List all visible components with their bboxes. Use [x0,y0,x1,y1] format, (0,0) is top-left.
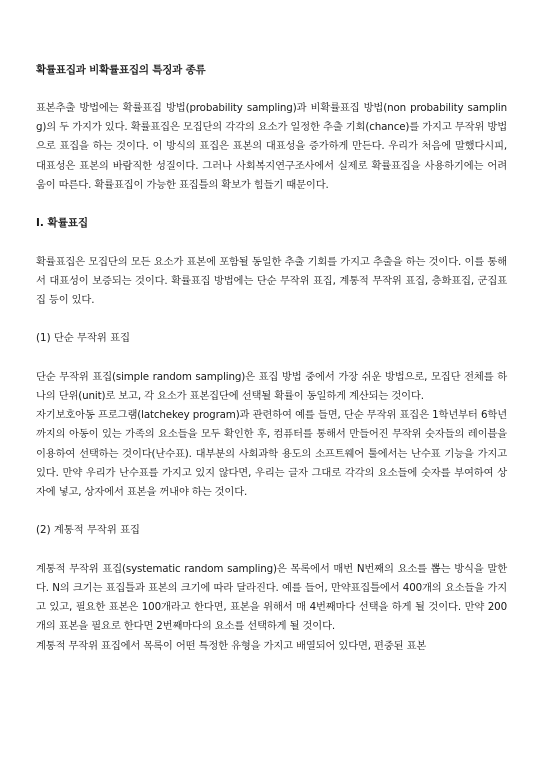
spacer [36,502,507,521]
section-heading-probability-sampling: I. 확률표집 [36,217,89,230]
section1-paragraph: 확률표집은 모집단의 모든 요소가 표본에 포함될 동일한 추출 기회를 가지고 추출을 하는 것이다. 이를 통해서 대표성이 보증되는 것이다. 확률표집 방법에는 단순 무작위 표집, 계통적 무작위 표집, 층화표집, 군집표집 등이 있다. [36,255,507,306]
intro-paragraph: 표본추출 방법에는 확률표집 방법(probability sampling)과 비확률표집 방법(non probability sampling)의 두 가지가 있다. 확률표집은 모집단의 각각의 요소가 일정한 추출 기회(chance)를 가지고 무작위 방법으로 표집을 하는 것이다. 이 방식의 표집은 표본의 대표성을 증가하게 만든다. 우리가 처음에 말했다시피, 대표성은 표본의 바람직한 성질이다. 그러나 사회복지연구조사에서 실제로 확률표집을 사용하기에는 어려움이 따른다. 확률표집이 가능한 표집틀의 확보가 힘들기 때문이다. [36,102,507,191]
systematic-paragraph-2: 계통적 무작위 표집에서 목록이 어떤 특정한 유형을 가지고 배열되어 있다면, 편중된 표본 [36,639,427,652]
systematic-paragraph-1: 계통적 무작위 표집(systematic random sampling)은 목록에서 매번 N번째의 요소를 뽑는 방식을 말한다. N의 크기는 표집틀과 표본의 크기에 따라 달라진다. 예를 들어, 만약표집틀에서 400개의 요소들을 가지고 있고, 필요한 표본은 100개라고 한다면, 표본을 위해서 매 4번째마다 선택을 하게 될 것이다. 만약 200개의 표본을 필요로 한다면 2번째마다의 요소를 선택하게 될 것이다. [36,562,507,633]
spacer [36,349,507,368]
simple-random-paragraph-2: 자기보호아동 프로그램(latchekey program)과 관련하여 예를 들면, 단순 무작위 표집은 1학년부터 6학년까지의 아동이 있는 가족의 요소들을 모두 확인한 후, 컴퓨터를 통해서 만들어진 무작위 숫자들의 레이블을 이용하여 선택하는 것이다(난수표). 대부분의 사회과학 용도의 소프트웨어 툴에서는 난수표 기능을 가지고 있다. 만약 우리가 난수표를 가지고 있지 않다면, 우리는 글자 그대로 각각의 요소들에 숫자를 부여하여 상자에 넣고, 상자에서 표본을 꺼내야 하는 것이다. [36,409,507,498]
spacer [36,541,507,560]
spacer [36,233,507,252]
document-title: 확률표집과 비확률표집의 특징과 종류 [36,64,206,76]
subheading-simple-random-sampling: (1) 단순 무작위 표집 [36,332,131,345]
simple-random-paragraph-1: 단순 무작위 표집(simple random sampling)은 표집 방법 중에서 가장 쉬운 방법으로, 모집단 전체를 하나의 단위(unit)로 보고, 각 요소가 표본집단에 선택될 확률이 동일하게 계산되는 것이다. [36,370,507,402]
spacer [36,195,507,214]
document-page [36,62,507,656]
spacer [36,310,507,329]
subheading-systematic-random-sampling: (2) 계통적 무작위 표집 [36,524,140,537]
